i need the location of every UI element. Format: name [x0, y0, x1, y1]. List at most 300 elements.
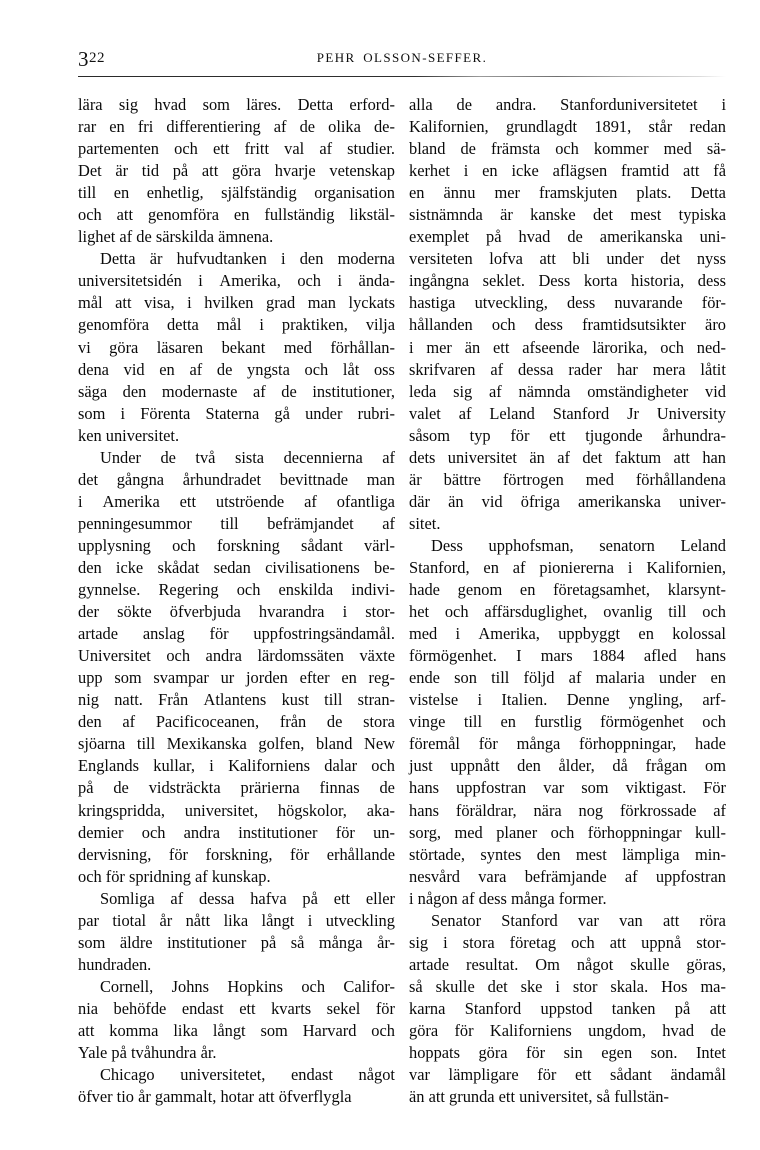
- word: hvarje: [274, 161, 316, 181]
- word: som: [114, 668, 142, 688]
- word: gå: [274, 403, 290, 423]
- word: nesvård: [409, 866, 460, 886]
- word: historia,: [631, 271, 685, 291]
- word: en: [409, 183, 425, 203]
- text-line: [409, 248, 726, 270]
- text-line: [78, 491, 395, 513]
- text-line: [409, 204, 726, 226]
- word: framtidsutsikter: [582, 315, 686, 335]
- word: var: [577, 910, 599, 930]
- word: hvilken: [204, 293, 254, 313]
- word: lära: [78, 95, 103, 114]
- word: af: [568, 668, 582, 688]
- word: kvarts: [271, 998, 312, 1018]
- word: nuvarande: [614, 293, 683, 313]
- word: har: [616, 359, 638, 379]
- word: och: [297, 271, 321, 291]
- word: den: [78, 712, 102, 732]
- text-line: och för spridning af kunskap.: [78, 866, 271, 886]
- word: till: [78, 183, 97, 203]
- text-line: [78, 248, 395, 270]
- word: Detta: [297, 95, 334, 114]
- word: och: [141, 822, 166, 842]
- word: icke: [115, 557, 144, 577]
- word: följd: [523, 668, 555, 688]
- word: jorden: [245, 668, 288, 688]
- word: är: [500, 205, 513, 225]
- word: högskolor,: [277, 800, 347, 820]
- word: nämnda: [518, 381, 571, 401]
- word: visa,: [144, 293, 175, 313]
- word: prärierna: [240, 778, 300, 798]
- text-line: [78, 381, 395, 403]
- text-line: [409, 755, 726, 777]
- word: de-: [373, 117, 395, 137]
- text-line: [78, 755, 395, 777]
- word: oss: [373, 359, 395, 379]
- word: organisation: [314, 183, 395, 203]
- word: på: [674, 998, 691, 1018]
- word: ma-: [700, 976, 726, 996]
- word: egen: [601, 1043, 633, 1063]
- word: något: [358, 1065, 395, 1085]
- word: rader: [568, 359, 603, 379]
- word: erhållande: [326, 844, 395, 864]
- word: man: [307, 293, 336, 313]
- word: det: [582, 447, 603, 467]
- text-line: [409, 403, 726, 425]
- paragraph: [78, 248, 395, 446]
- word: hans: [695, 646, 726, 666]
- word: på: [302, 888, 318, 908]
- running-head: PEHR OLSSON-SEFFER.: [316, 50, 488, 65]
- word: låt: [342, 359, 360, 379]
- word: amerikanska: [578, 491, 661, 511]
- word: tid: [141, 161, 160, 181]
- word: af: [489, 381, 502, 401]
- word: att: [539, 249, 556, 269]
- word: för: [290, 844, 310, 864]
- word: Englands: [78, 756, 140, 776]
- word: på: [172, 161, 189, 181]
- word: 1884: [591, 646, 625, 666]
- word: ske: [520, 976, 543, 996]
- word: institutioner,: [312, 381, 395, 401]
- word: nia: [78, 998, 99, 1018]
- word: likstäl-: [349, 205, 395, 225]
- folio-rest-digits: 22: [89, 50, 105, 66]
- word: vara: [478, 866, 507, 886]
- word: af: [382, 447, 395, 467]
- word: öfriga: [520, 491, 560, 511]
- word: skrifvaren: [409, 359, 476, 379]
- word: sekel: [326, 998, 361, 1018]
- word: som: [78, 932, 106, 952]
- word: föremål: [409, 734, 460, 754]
- text-line: [409, 601, 726, 623]
- word: för: [209, 624, 229, 644]
- word: sig: [453, 381, 473, 401]
- word: natt.: [114, 690, 143, 710]
- word: dena: [78, 359, 109, 379]
- word: Somliga: [100, 888, 155, 908]
- text-line: sitet.: [409, 513, 441, 533]
- word: universitet,: [184, 800, 259, 820]
- text-line: [409, 337, 726, 359]
- word: kerhet: [409, 161, 450, 181]
- word: hållanden: [409, 315, 473, 335]
- word: röra: [699, 910, 726, 930]
- word: genom: [457, 580, 503, 600]
- text-line: [78, 976, 395, 998]
- word: endast: [181, 998, 224, 1018]
- word: och: [301, 976, 326, 996]
- word: under: [305, 403, 343, 423]
- word: universitetsidén: [78, 271, 182, 291]
- word: versiteten: [409, 249, 473, 269]
- text-line: [409, 866, 726, 888]
- word: un-: [373, 822, 395, 842]
- word: lämpligare: [448, 1065, 519, 1085]
- text-line: [409, 381, 726, 403]
- word: vinge: [409, 712, 446, 732]
- word: af: [512, 557, 526, 577]
- word: växte: [359, 646, 395, 666]
- word: enskilda: [278, 580, 334, 600]
- word: lämpliga: [622, 844, 680, 864]
- word: till: [491, 668, 510, 688]
- text-line: [409, 160, 726, 182]
- text-line: [78, 403, 395, 425]
- word: Mexikanska: [166, 734, 247, 754]
- word: för: [537, 1065, 557, 1085]
- word: utströende: [215, 491, 285, 511]
- word: amerikanska: [599, 227, 683, 247]
- word: penningesummor: [78, 513, 192, 533]
- text-line: [409, 623, 726, 645]
- word: Kalifornien,: [646, 557, 726, 577]
- word: en: [482, 161, 498, 181]
- word: stora: [363, 712, 395, 732]
- text-line: [78, 359, 395, 381]
- word: i: [280, 249, 286, 269]
- word: äldre: [119, 932, 153, 952]
- word: af: [713, 800, 726, 820]
- word: och: [236, 580, 261, 600]
- word: och: [172, 535, 196, 555]
- word: Regering: [158, 580, 219, 600]
- word: dess: [566, 293, 596, 313]
- word: lyckats: [348, 293, 395, 313]
- word: med: [283, 337, 312, 357]
- word: Amerika: [102, 491, 160, 511]
- word: mars: [540, 646, 573, 666]
- word: New: [363, 734, 395, 754]
- text-line: [409, 910, 726, 932]
- word: sin: [563, 1043, 583, 1063]
- word: omständigheter: [587, 381, 689, 401]
- word: andra: [205, 646, 242, 666]
- word: andra.: [495, 95, 537, 114]
- word: sedan: [213, 557, 251, 577]
- paragraph: [78, 888, 395, 976]
- word: få: [713, 161, 726, 181]
- word: val: [284, 139, 305, 159]
- word: sökte: [117, 602, 152, 622]
- text-line: [78, 645, 395, 667]
- text-line: [78, 888, 395, 910]
- word: en: [519, 580, 536, 600]
- word: till: [324, 690, 343, 710]
- word: en: [113, 183, 130, 203]
- word: Om: [535, 954, 560, 974]
- word: Dess: [431, 535, 463, 555]
- word: och: [444, 602, 469, 622]
- word: artade: [78, 624, 119, 644]
- text-line: [78, 711, 395, 733]
- word: en: [159, 359, 175, 379]
- word: i: [187, 293, 192, 313]
- word: göra: [231, 161, 262, 181]
- word: den: [517, 756, 541, 776]
- text-line: [78, 337, 395, 359]
- word: hade: [695, 734, 726, 754]
- word: icke: [511, 161, 539, 181]
- text-line: [409, 1020, 726, 1042]
- word: öfverbjuda: [169, 602, 241, 622]
- word: vid: [481, 491, 503, 511]
- word: Senator: [431, 910, 482, 930]
- text-line: [78, 292, 395, 314]
- text-line: [78, 557, 395, 579]
- word: för: [454, 1020, 474, 1040]
- text-line: [409, 711, 726, 733]
- word: göra: [409, 1020, 439, 1040]
- word: att: [115, 293, 132, 313]
- text-line: [78, 1020, 395, 1042]
- word: en: [710, 668, 726, 688]
- word: och: [550, 822, 575, 842]
- word: nära: [533, 800, 562, 820]
- word: Stanforduniversitetet: [560, 95, 698, 114]
- text-line: [409, 645, 726, 667]
- word: Från: [158, 690, 189, 710]
- word: och: [166, 646, 191, 666]
- text-line: [409, 292, 726, 314]
- word: vid: [123, 359, 145, 379]
- word: Stanford,: [409, 557, 470, 577]
- word: och: [371, 1020, 395, 1040]
- word: nog: [578, 800, 604, 820]
- word: sorg,: [409, 822, 442, 842]
- word: moderna: [337, 249, 395, 269]
- word: dervisning,: [78, 844, 152, 864]
- word: ofantliga: [336, 491, 395, 511]
- word: själfständig: [221, 183, 297, 203]
- word: Kaliforniens: [228, 756, 310, 776]
- word: ett: [493, 337, 510, 357]
- word: och: [174, 139, 198, 159]
- word: sista: [234, 447, 265, 467]
- word: ett: [179, 491, 197, 511]
- word: ännu: [443, 183, 476, 203]
- word: yngling,: [628, 690, 683, 710]
- text-line: [409, 469, 726, 491]
- word: mest: [630, 205, 662, 225]
- word: den: [122, 381, 147, 401]
- word: Pacificoceanen,: [155, 712, 260, 732]
- word: och: [78, 205, 102, 225]
- word: och: [702, 712, 726, 732]
- word: för: [335, 822, 355, 842]
- word: reg-: [368, 668, 395, 688]
- word: vi: [78, 337, 91, 357]
- word: af: [624, 866, 638, 886]
- word: praktiken,: [281, 315, 348, 335]
- paragraph: [78, 94, 395, 248]
- word: af: [557, 447, 570, 467]
- word: fritt: [244, 139, 270, 159]
- word: störtade,: [409, 844, 465, 864]
- word: modernaste: [161, 381, 238, 401]
- word: grundlagdt: [505, 117, 577, 137]
- word: 1891,: [594, 117, 632, 137]
- word: Detta: [100, 249, 136, 269]
- text-line: [409, 976, 726, 998]
- word: senatorn: [599, 535, 655, 555]
- word: I: [516, 646, 522, 666]
- word: Hos: [661, 976, 688, 996]
- word: lika: [223, 910, 249, 930]
- word: i: [120, 403, 126, 423]
- word: Califor-: [343, 976, 395, 996]
- word: vistelse: [409, 690, 459, 710]
- word: aka-: [366, 800, 395, 820]
- text-line: öfver tio år gammalt, hotar att öfverflygla: [78, 1087, 352, 1107]
- word: artade: [409, 954, 450, 974]
- word: för: [478, 734, 498, 754]
- word: dessa: [517, 359, 554, 379]
- word: det: [78, 469, 99, 489]
- folio-lead-digit: 3: [78, 47, 89, 71]
- word: förmögenhet.: [409, 646, 497, 666]
- word: hans: [409, 778, 440, 798]
- word: på: [486, 227, 502, 247]
- word: uppnå: [641, 932, 682, 952]
- word: Harvard: [302, 1020, 357, 1040]
- word: hufvudtanken: [176, 249, 267, 269]
- word: var: [543, 778, 565, 798]
- text-line: [409, 535, 726, 557]
- word: till: [668, 602, 687, 622]
- word: som: [260, 1020, 288, 1040]
- word: är: [115, 161, 129, 181]
- word: fullständig: [264, 205, 335, 225]
- word: furstlig: [534, 712, 582, 732]
- word: de: [379, 778, 395, 798]
- word: detta: [166, 315, 199, 335]
- word: och: [555, 139, 579, 159]
- text-line: än att grunda ett universitet, så fullstän-: [409, 1087, 669, 1107]
- word: planer: [496, 822, 538, 842]
- word: uppstod: [540, 998, 593, 1018]
- text-line: [409, 1064, 726, 1086]
- word: finnas: [319, 778, 360, 798]
- word: en: [109, 117, 125, 137]
- word: till: [220, 513, 239, 533]
- word: vetenskap: [329, 161, 395, 181]
- text-line: i någon af dess många former.: [409, 888, 607, 908]
- text-line: [78, 579, 395, 601]
- word: Denne: [566, 690, 610, 710]
- word: lärdomssäten: [257, 646, 344, 666]
- word: Amerika,: [478, 624, 540, 644]
- word: och: [660, 337, 684, 357]
- word: just: [409, 756, 433, 776]
- word: såsom: [409, 425, 450, 445]
- word: Kaliforniens: [489, 1020, 572, 1040]
- word: i: [463, 161, 469, 181]
- word: kull-: [695, 822, 726, 842]
- paragraph: [78, 1064, 395, 1108]
- word: en: [500, 712, 516, 732]
- word: kust: [281, 690, 309, 710]
- word: tiotal: [112, 910, 147, 930]
- word: Stanford: [501, 910, 558, 930]
- word: bland: [315, 734, 353, 754]
- word: utveckling,: [474, 293, 548, 313]
- word: uppnått: [450, 756, 500, 776]
- text-line: [78, 513, 395, 535]
- word: universitet: [447, 447, 517, 467]
- word: de: [216, 359, 233, 379]
- word: långt: [261, 910, 295, 930]
- word: forskning,: [205, 844, 273, 864]
- word: föräldrar,: [455, 800, 517, 820]
- word: långt: [212, 1020, 246, 1040]
- text-line: [409, 270, 726, 292]
- word: indivi-: [351, 580, 395, 600]
- word: sä-: [706, 139, 726, 159]
- word: van: [619, 910, 643, 930]
- word: lärorika,: [592, 337, 648, 357]
- word: förtrogen: [502, 469, 564, 489]
- text-line: hundraden.: [78, 954, 152, 974]
- word: Atlantens: [203, 690, 267, 710]
- word: Intet: [695, 1043, 726, 1063]
- word: Det: [78, 161, 102, 181]
- text-line: [78, 910, 395, 932]
- word: många: [318, 932, 363, 952]
- word: förhållandena: [635, 469, 726, 489]
- word: att: [609, 932, 627, 952]
- text-line: [78, 998, 395, 1020]
- word: decennierna: [283, 447, 363, 467]
- word: dessa: [198, 888, 235, 908]
- word: att: [662, 910, 680, 930]
- word: af: [122, 712, 136, 732]
- word: skådat: [157, 557, 200, 577]
- word: framtid: [620, 161, 670, 181]
- word: ende: [409, 668, 440, 688]
- text-line: [409, 667, 726, 689]
- word: på: [78, 778, 94, 798]
- word: företag: [509, 932, 557, 952]
- word: afseende: [522, 337, 580, 357]
- word: är: [409, 469, 422, 489]
- word: ändamål: [670, 1065, 726, 1085]
- word: de: [460, 139, 476, 159]
